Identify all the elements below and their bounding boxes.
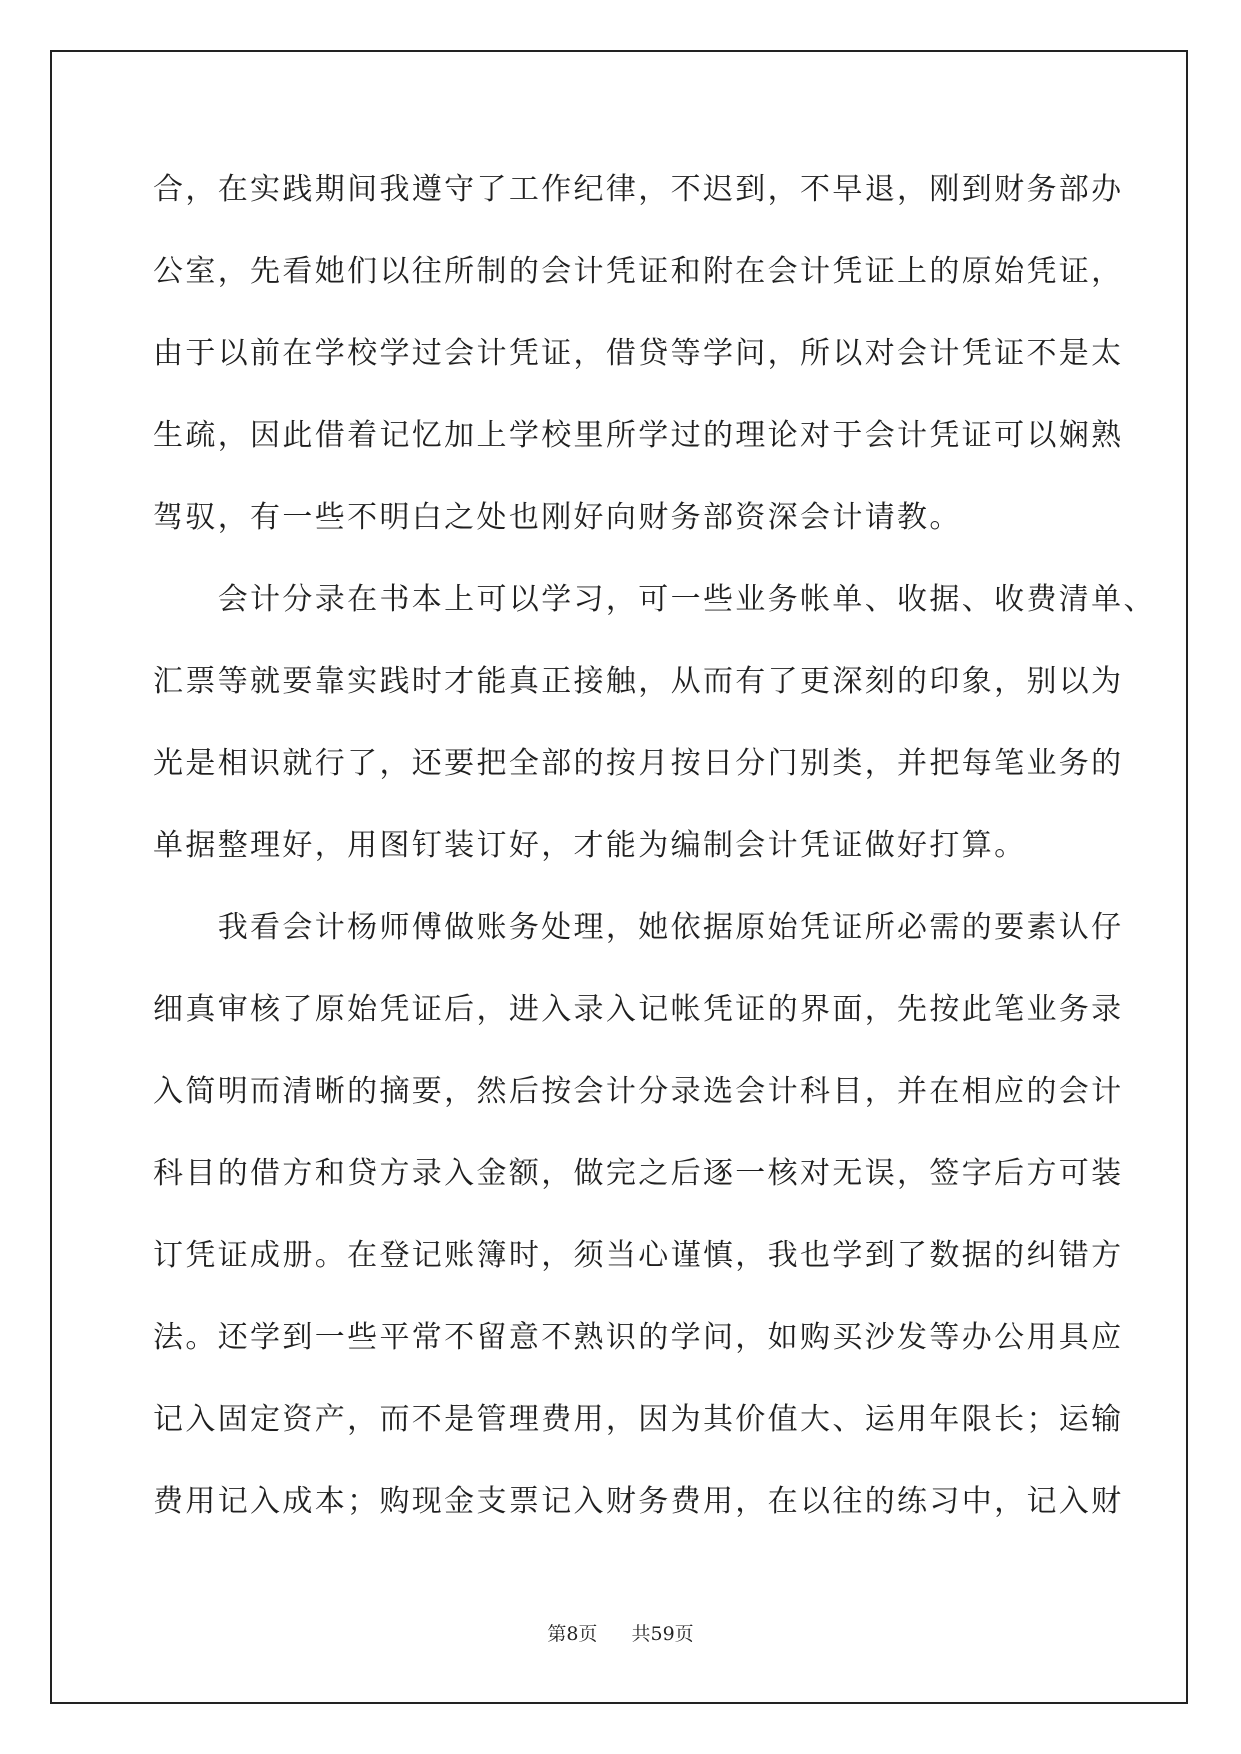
text-line: 入简明而清晰的摘要，然后按会计分录选会计科目，并在相应的会计: [153, 1074, 1124, 1109]
page-number: 第8页: [547, 1623, 598, 1645]
text-line: 单据整理好，用图钉装订好，才能为编制会计凭证做好打算。: [153, 828, 1027, 863]
text-line: 光是相识就行了，还要把全部的按月按日分门别类，并把每笔业务的: [153, 746, 1124, 781]
text-line: 合，在实践期间我遵守了工作纪律，不迟到，不早退，刚到财务部办: [153, 172, 1124, 207]
text-line: 订凭证成册。在登记账簿时，须当心谨慎，我也学到了数据的纠错方: [153, 1238, 1124, 1273]
text-line: 会计分录在书本上可以学习，可一些业务帐单、收据、收费清单、: [153, 582, 1156, 617]
page-footer: [0, 1622, 1241, 1646]
page-total: 共59页: [631, 1623, 694, 1645]
text-line: 科目的借方和贷方录入金额，做完之后逐一核对无误，签字后方可装: [153, 1156, 1124, 1191]
text-line: 记入固定资产，而不是管理费用，因为其价值大、运用年限长；运输: [153, 1402, 1124, 1437]
text-line: 汇票等就要靠实践时才能真正接触，从而有了更深刻的印象，别以为: [153, 664, 1124, 699]
text-line: 我看会计杨师傅做账务处理，她依据原始凭证所必需的要素认仔: [153, 910, 1124, 945]
text-line: 公室，先看她们以往所制的会计凭证和附在会计凭证上的原始凭证，: [153, 254, 1124, 289]
text-line: 生疏，因此借着记忆加上学校里所学过的理论对于会计凭证可以娴熟: [153, 418, 1124, 453]
text-line: 由于以前在学校学过会计凭证，借贷等学问，所以对会计凭证不是太: [153, 336, 1124, 371]
text-line: 细真审核了原始凭证后，进入录入记帐凭证的界面，先按此笔业务录: [153, 992, 1124, 1027]
text-line: 法。还学到一些平常不留意不熟识的学问，如购买沙发等办公用具应: [153, 1320, 1124, 1355]
text-line: 驾驭，有一些不明白之处也刚好向财务部资深会计请教。: [153, 500, 962, 535]
document-body: [153, 168, 1156, 1562]
text-line: 费用记入成本；购现金支票记入财务费用，在以往的练习中，记入财: [153, 1484, 1124, 1519]
